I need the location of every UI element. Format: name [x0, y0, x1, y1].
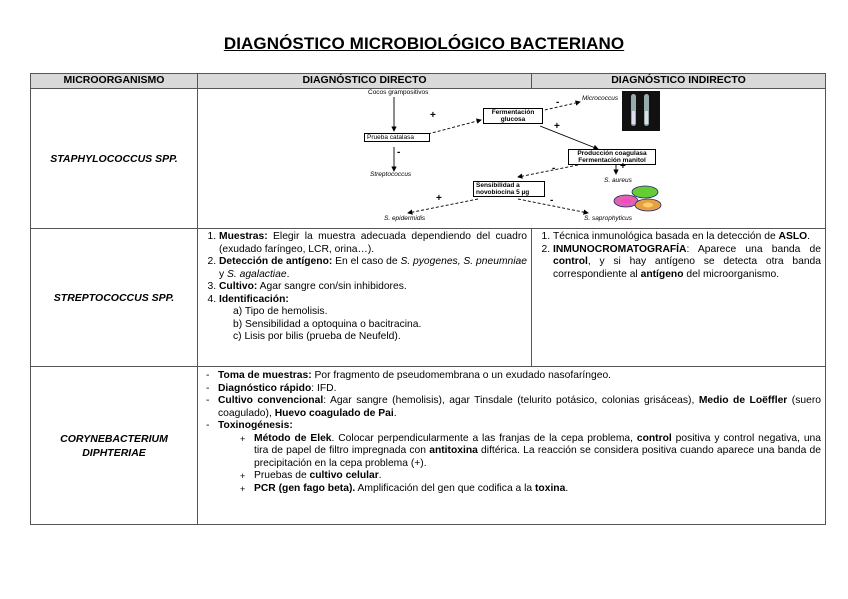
staphylococcus-diagram-cell [198, 89, 826, 229]
streptococcus-indirect-list [536, 231, 821, 281]
sub-item-c: c) Lisis por bilis (prueba de Neufeld). [233, 331, 401, 342]
list-item [218, 420, 821, 495]
label-s-aureus: S. aureus [604, 177, 632, 184]
sign-minus-sensibilidad: - [550, 195, 554, 206]
sub-item-b: b) Sensibilidad a optoquina o bacitracina. [233, 318, 422, 330]
streptococcus-indirect-cell [532, 229, 826, 367]
text-pruebas: Pruebas de [254, 470, 310, 481]
text-antigeno: antígeno [640, 268, 684, 280]
box-sensibilidad-novobiocina [473, 181, 545, 197]
box-produccion-line2: Fermentación manitol [578, 157, 646, 164]
list-item [219, 294, 527, 344]
list-item [553, 244, 821, 282]
corynebacterium-diagnosis-cell [198, 367, 826, 525]
text-end: . [807, 231, 811, 242]
label-s-saprophyticus: S. saprophyticus [584, 215, 633, 222]
test-tubes-image [622, 91, 660, 131]
arrow-produccion-sensibilidad [518, 165, 578, 177]
text-species-2: S. agalactiae [227, 268, 287, 280]
text-aslo: ASLO [778, 231, 808, 242]
page-title: DIAGNÓSTICO MICROBIOLÓGICO BACTERIANO [223, 34, 625, 53]
sub-item [254, 433, 821, 471]
text-elek-1: . Colocar perpendicularmente a las franjas de la cepa problema, [331, 432, 637, 444]
sign-plus-sensibilidad: + [436, 193, 442, 204]
text-toma-muestras: Por fragmento de pseudomembrana o un exudado nasofaríngeo. [311, 370, 612, 381]
organism-name-line2: DIPHTERIAE [82, 446, 146, 459]
box-fermentacion-line2: glucosa [500, 116, 526, 123]
header-microorganismo: MICROORGANISMO [31, 74, 198, 89]
label-pcr: PCR (gen fago beta). [254, 482, 356, 494]
text-pcr: Amplificación del gen que codifica a la [355, 482, 535, 494]
identificacion-sublist [219, 306, 527, 344]
box-produccion-line1: Producción coagulasa [577, 150, 647, 157]
text-cultivo: Agar sangre con/sin inhibidores. [257, 281, 407, 292]
organism-corynebacterium [31, 367, 198, 525]
corynebacterium-list [202, 370, 821, 495]
label-muestras: Muestras: [219, 231, 268, 242]
text-end: . [286, 268, 290, 280]
box-produccion-coagulasa [568, 149, 656, 165]
streptococcus-direct-list [202, 231, 527, 344]
box-sensibilidad-line1: Sensibilidad a [476, 182, 520, 189]
diagnosis-table [30, 73, 826, 525]
toxinogenesis-sublist [218, 433, 821, 496]
label-cocos-grampositivos: Cocos grampositivos [368, 89, 429, 96]
staphylococcus-flowchart [198, 89, 825, 227]
text-huevo-pai: Huevo coagulado de Pai [274, 407, 394, 419]
label-deteccion-antigeno: Detección de antígeno: [219, 256, 333, 267]
label-streptococcus: Streptococcus [370, 171, 412, 178]
text-elek-2: positiva y control negativa, una tira de papel de filtro impregnada con [254, 432, 821, 456]
text-medio-loeffler: Medio de Loëffler [698, 395, 788, 406]
list-item [218, 370, 821, 383]
petri-dishes-image [614, 186, 661, 211]
text-control: control [553, 256, 588, 267]
text-toxina: toxina [535, 482, 566, 494]
sign-minus-produccion: - [552, 163, 556, 174]
text-end: . [378, 470, 382, 481]
label-cultivo: Cultivo: [219, 281, 258, 292]
text-muestras: Elegir la muestra adecuada dependiendo del cuadro (exudado faríngeo, LCR, orina…). [219, 231, 527, 255]
text-otra-banda: , y si hay antígeno se detecta otra banda correspondiente al [553, 256, 821, 280]
organism-name-line1: CORYNEBACTERIUM [60, 432, 168, 445]
box-fermentacion-glucosa [483, 108, 543, 124]
sign-plus-catalasa: + [430, 110, 436, 121]
sign-plus-produccion: + [620, 161, 626, 172]
organism-streptococcus: STREPTOCOCCUS SPP. [31, 229, 198, 367]
sign-minus-fermentacion: - [556, 97, 560, 108]
label-diagnostico-rapido: Diagnóstico rápido [218, 382, 312, 394]
text-end: . [393, 407, 397, 419]
arrow-fermentacion-micrococcus [540, 102, 580, 111]
sign-plus-fermentacion: + [554, 121, 560, 132]
header-diagnostico-indirecto: DIAGNÓSTICO INDIRECTO [532, 74, 826, 89]
organism-staphylococcus: STAPHYLOCOCCUS SPP. [31, 89, 198, 229]
list-item [218, 383, 821, 396]
text-microorganismo: del microorganismo. [683, 268, 780, 280]
arrow-fermentacion-produccion [540, 126, 598, 149]
box-prueba-catalasa: Prueba catalasa [364, 133, 430, 142]
label-inmunocromatografia: INMUNOCROMATOGRAFÍA [553, 243, 687, 255]
box-sensibilidad-line2: novobiocina 5 µg [476, 189, 530, 196]
staphylococcus-row [31, 89, 826, 229]
label-identificacion: Identificación: [219, 293, 289, 305]
list-item [219, 231, 527, 256]
box-fermentacion-line1: Fermentación [491, 109, 535, 116]
list-item [219, 281, 527, 294]
list-item [219, 256, 527, 281]
corynebacterium-row [31, 367, 826, 525]
list-item [553, 231, 821, 244]
sub-item [254, 470, 821, 483]
text-suero: (suero coagulado), [218, 395, 821, 419]
label-toma-muestras: Toma de muestras: [218, 370, 312, 381]
sub-item-a: a) Tipo de hemolisis. [233, 306, 328, 317]
text-aparece: : Aparece una banda de [686, 243, 821, 255]
text-control: control [636, 432, 672, 444]
arrow-sensibilidad-epidermidis [408, 199, 478, 213]
text-y: y [219, 268, 228, 280]
header-row [31, 74, 826, 89]
label-micrococcus: Micrococcus [582, 95, 619, 102]
text-species-1: S. pyogenes, S. pneumniae [400, 256, 527, 267]
sign-minus-catalasa: - [397, 147, 401, 158]
label-s-epidermidis: S. epidermidis [384, 215, 426, 222]
sub-item [254, 483, 821, 496]
header-diagnostico-directo: DIAGNÓSTICO DIRECTO [198, 74, 532, 89]
label-metodo-elek: Método de Elek [254, 432, 332, 444]
list-item [218, 395, 821, 420]
streptococcus-row [31, 229, 826, 367]
streptococcus-direct-cell [198, 229, 532, 367]
arrow-catalasa-fermentacion [428, 120, 481, 134]
text-antitoxina: antitoxina [429, 445, 478, 456]
text-tecnica: Técnica inmunológica basada en la detección de [553, 231, 779, 242]
text-elek-3: diftérica. La reacción se considera positiva cuando aparece una banda de precipitación en la cepa problema (+). [254, 445, 821, 469]
label-toxinogenesis: Toxinogénesis: [218, 420, 293, 431]
text-cultivo-convencional: : Agar sangre (hemolisis), agar Tinsdale (telurito potásico, colonias grisáceas), [323, 395, 699, 406]
text-deteccion: En el caso de [332, 256, 401, 267]
text-end: . [565, 482, 569, 494]
label-cultivo-convencional: Cultivo convencional [218, 395, 324, 406]
text-ifd: : IFD. [311, 382, 337, 394]
text-cultivo-celular: cultivo celular [309, 470, 379, 481]
